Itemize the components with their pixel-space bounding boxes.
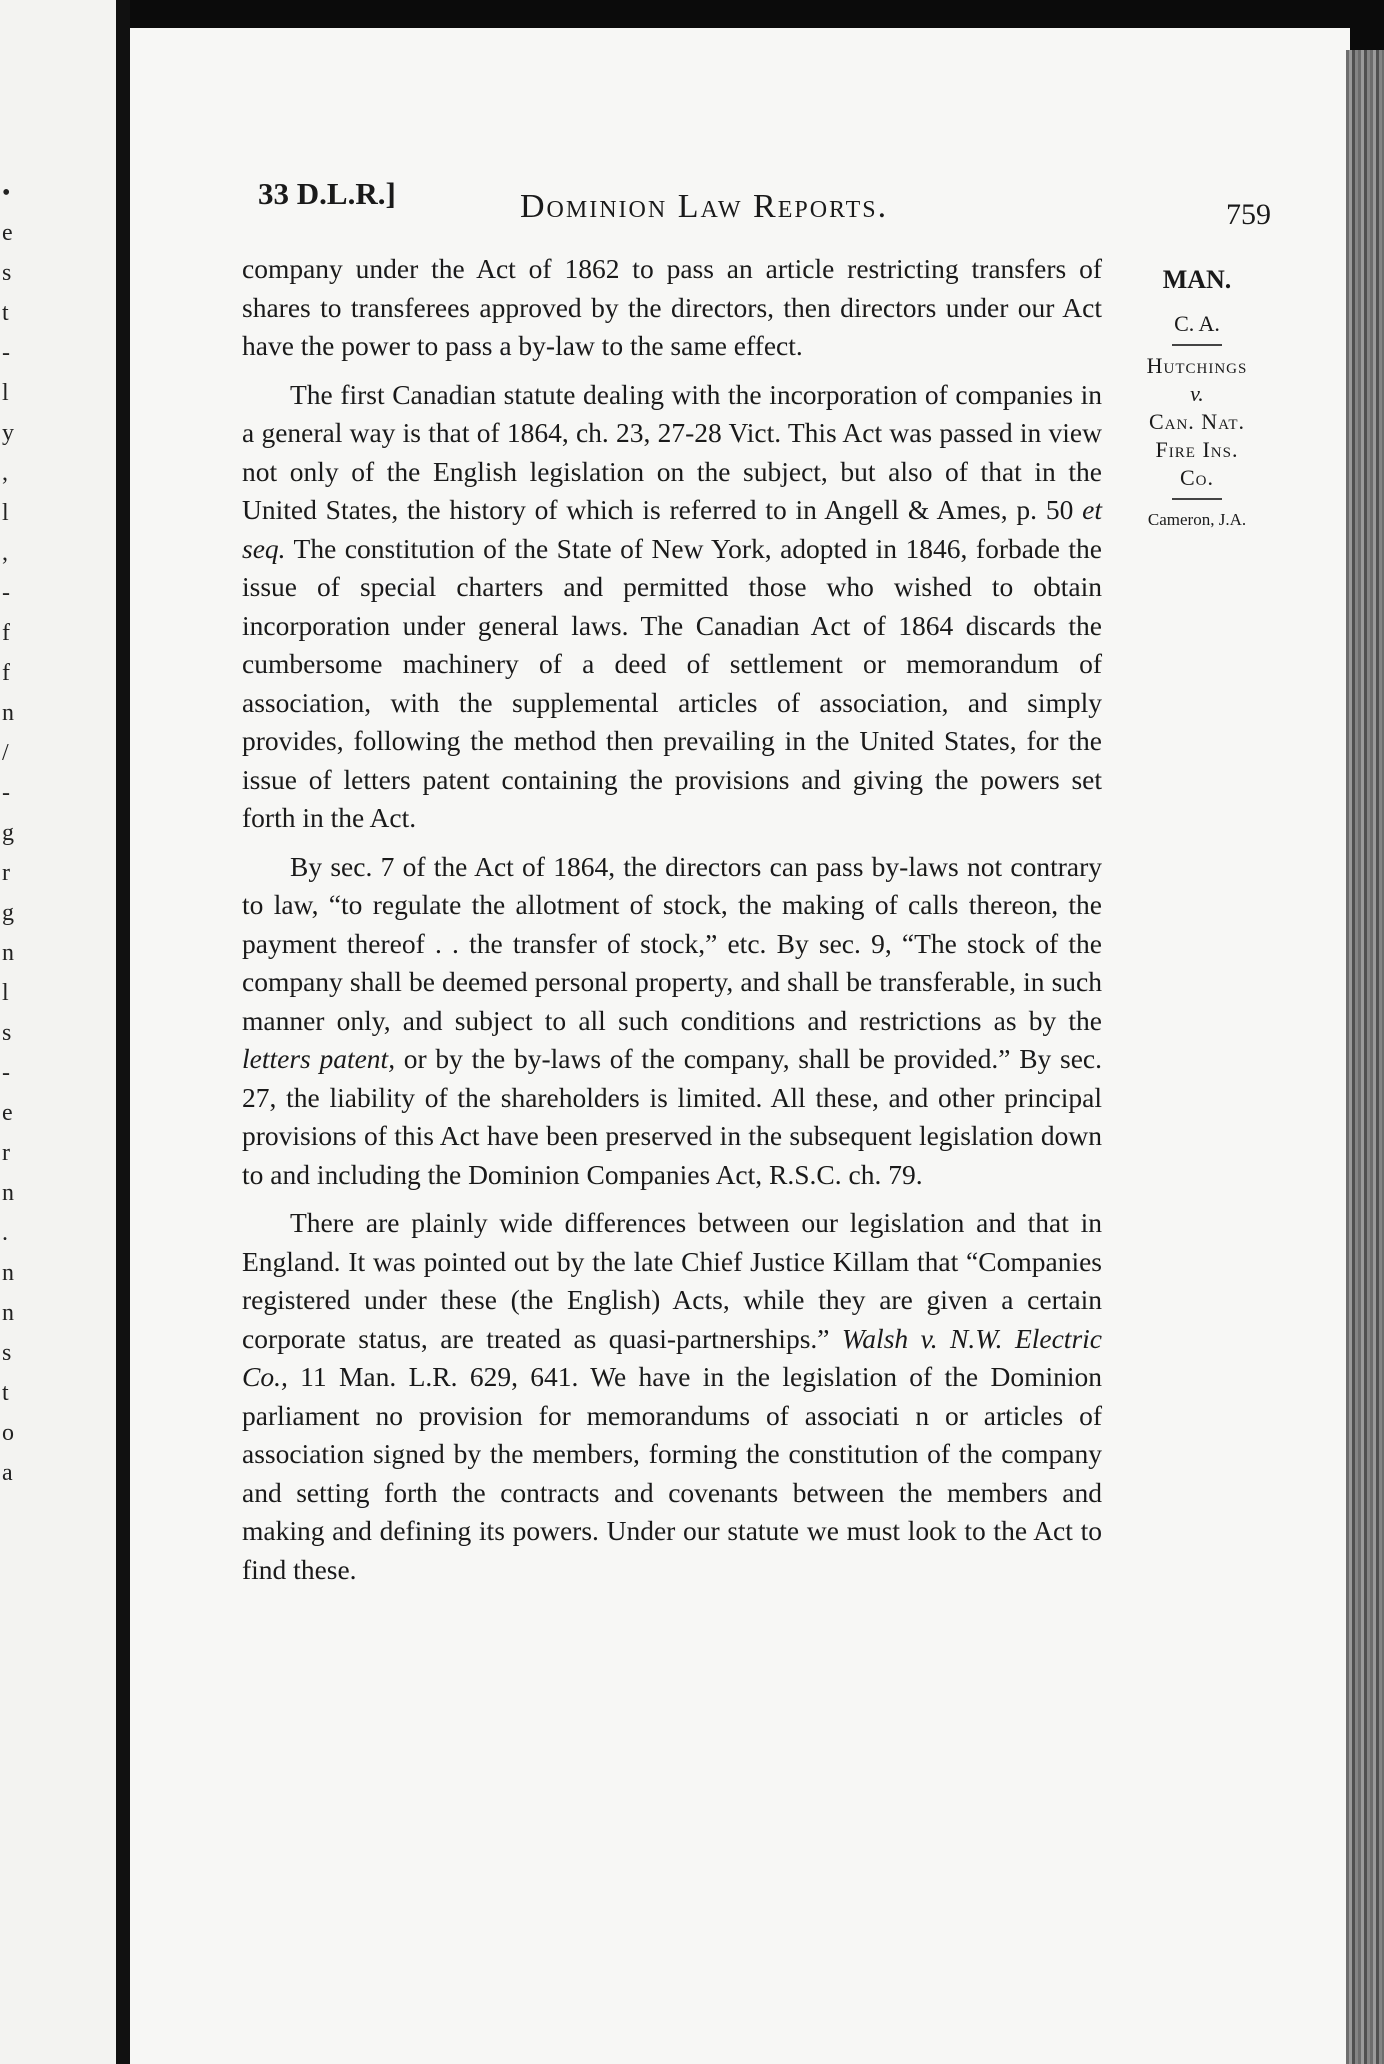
facing-page-fragment: f bbox=[2, 620, 10, 646]
facing-page-fragment: s bbox=[2, 1020, 12, 1046]
paragraph-text: or by the by-laws of the company, shall be provided.” By sec. 27, the liability of the shareholders is limited. All these, and other principal provisions of this Act have been preserved in the subsequent legislation down to and including the Dominion Companies Act, R.S.C. ch. 79. bbox=[242, 1043, 1102, 1190]
paragraph-text: There are plainly wide differences between our legislation and that in England. It was pointed out by the late Chief Justice Killam that “Companies registered under these (the English) Acts, while they are given a certain corporate status, are treated as quasi-partnerships.” bbox=[242, 1207, 1102, 1354]
facing-page-fragment: n bbox=[2, 1260, 14, 1286]
facing-page-fragment: y bbox=[2, 420, 14, 446]
facing-page-fragment: a bbox=[2, 1460, 13, 1486]
facing-page-fragment: g bbox=[2, 820, 14, 846]
facing-page-fragment: l bbox=[2, 500, 9, 526]
facing-page-fragment: , bbox=[2, 460, 8, 486]
running-title: Dominion Law Reports. bbox=[520, 188, 889, 225]
case-margin-note bbox=[1122, 266, 1272, 534]
page-number: 759 bbox=[1226, 198, 1271, 231]
facing-page-fragment: / bbox=[2, 740, 9, 766]
facing-page-fragment: n bbox=[2, 940, 14, 966]
facing-page-fragment: f bbox=[2, 660, 10, 686]
facing-page-fragment: - bbox=[2, 780, 10, 806]
paragraph-text: By sec. 7 of the Act of 1864, the directors can pass by-laws not contrary to law, “to regulate the allotment of stock, the making of calls thereon, the payment thereof . . the transfer of stock,” etc. By sec. 9, “The stock of the company shall be deemed personal property, and shall be transferable, in such manner only, and subject to all such conditions and restrictions as by the bbox=[242, 850, 1102, 1036]
paragraph bbox=[242, 1204, 1102, 1589]
facing-page-fragment: s bbox=[2, 1340, 12, 1366]
divider bbox=[1172, 498, 1222, 500]
facing-page-fragment: t bbox=[2, 1380, 9, 1406]
party-one: Hutchings bbox=[1146, 353, 1248, 378]
page-gutter bbox=[116, 0, 130, 2064]
party-two-line-2: Fire Ins. bbox=[1155, 437, 1239, 462]
paragraph bbox=[242, 376, 1102, 838]
paragraph-text: 11 Man. L.R. 629, 641. We have in the legislation of the Dominion parliament no provision for memorandums of associati n or articles of association signed by the members, forming the constitution of the company and setting forth the contracts and covenants between the members and making and defining its powers. Under our statute we must look to the Act to find these. bbox=[242, 1361, 1102, 1585]
facing-page-strip bbox=[0, 0, 130, 2064]
party-two-line-1: Can. Nat. bbox=[1148, 409, 1246, 434]
facing-page-fragment: - bbox=[2, 580, 10, 606]
divider bbox=[1172, 344, 1222, 346]
facing-page-fragment: n bbox=[2, 1300, 14, 1326]
facing-page-fragment: o bbox=[2, 1420, 14, 1446]
facing-page-fragment: e bbox=[2, 220, 13, 246]
facing-page-fragment: r bbox=[2, 860, 10, 886]
facing-page-fragment: l bbox=[2, 380, 9, 406]
book-edge bbox=[1346, 50, 1384, 2064]
judgment-text bbox=[242, 250, 1102, 1599]
paragraph-text: The constitution of the State of New York, adopted in 1846, forbade the issue of special charters and permitted those who wished to obtain incorporation under general laws. The Canadian Act of 1864 discards the cumbersome machinery of a deed of settlement or memorandum of association, with the supplemental articles of association, and simply provides, following the method then prevailing in the United States, for the issue of letters patent containing the provisions and giving the powers set forth in the Act. bbox=[242, 532, 1102, 833]
facing-page-fragment: l bbox=[2, 980, 9, 1006]
facing-page-fragment: n bbox=[2, 700, 14, 726]
paragraph-text: company under the Act of 1862 to pass an article restricting transfers of shares to transferees approved by the directors, then directors under our Act have the power to pass a by-law to the same effect. bbox=[242, 253, 1102, 361]
italic-text: Walsh v. N.W. Electric Co., bbox=[242, 1322, 1102, 1392]
facing-page-fragment: t bbox=[2, 300, 9, 326]
judge-name: Cameron, J.A. bbox=[1147, 510, 1247, 529]
facing-page-fragment: • bbox=[2, 180, 11, 206]
facing-page-fragment: - bbox=[2, 340, 10, 366]
report-citation: 33 D.L.R.] bbox=[258, 176, 396, 211]
paragraph bbox=[242, 250, 1102, 366]
italic-text: et seq. bbox=[242, 494, 1102, 564]
divider bbox=[1172, 300, 1222, 304]
facing-page-fragment: g bbox=[2, 900, 14, 926]
facing-page-fragment: r bbox=[2, 1140, 10, 1166]
paragraph bbox=[242, 848, 1102, 1195]
facing-page-fragment: - bbox=[2, 1060, 10, 1086]
italic-text: letters patent, bbox=[242, 1043, 396, 1074]
party-two-line-3: Co. bbox=[1179, 465, 1214, 490]
facing-page-fragment: . bbox=[2, 1220, 8, 1246]
facing-page-fragment: n bbox=[2, 1180, 14, 1206]
facing-page-fragment: , bbox=[2, 540, 8, 566]
facing-page-fragment: s bbox=[2, 260, 12, 286]
division-label: C. A. bbox=[1174, 311, 1220, 336]
paragraph-text: The first Canadian statute dealing with the incorporation of companies in a general way is that of 1864, ch. 23, 27-28 Vict. This Act was passed in view not only of the English legislation on the subject, but also of that in the United States, the history of which is referred to in Angell & Ames, p. 50 bbox=[242, 378, 1102, 525]
facing-page-fragment: e bbox=[2, 1100, 13, 1126]
versus-label: v. bbox=[1190, 381, 1204, 406]
court-label: MAN. bbox=[1162, 265, 1232, 294]
